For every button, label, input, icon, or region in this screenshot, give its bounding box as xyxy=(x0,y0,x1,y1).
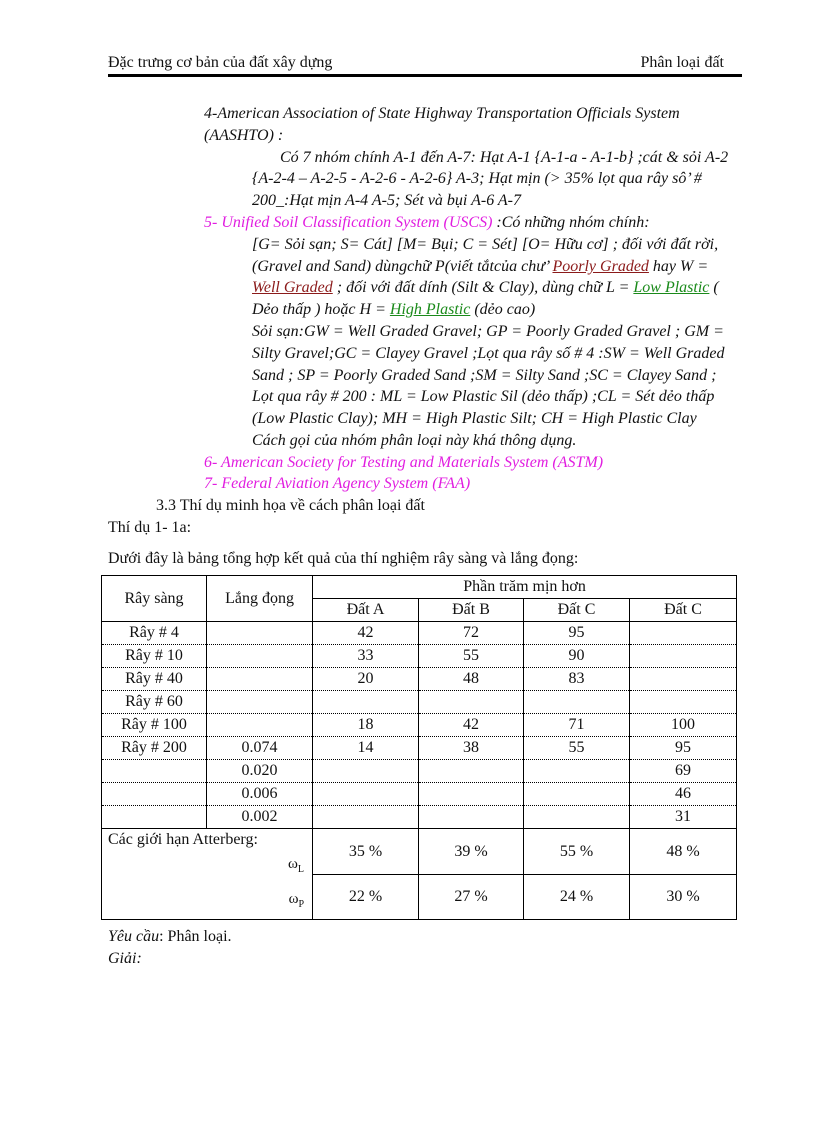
value-cell xyxy=(313,760,419,783)
sediment-cell xyxy=(207,645,313,668)
atterberg-cell xyxy=(102,829,313,920)
col-header-soil: Đất A xyxy=(313,599,419,622)
wp-sub: P xyxy=(298,899,304,910)
value-cell xyxy=(419,806,524,829)
value-cell: 83 xyxy=(524,668,630,691)
well-graded-link[interactable]: Well Graded xyxy=(252,279,333,296)
astm-heading: 6- American Society for Testing and Materials System (ASTM) xyxy=(204,454,604,471)
sediment-cell xyxy=(207,622,313,645)
uscs-line-2b: hay W = xyxy=(648,258,709,275)
value-cell: 69 xyxy=(630,760,737,783)
uscs-line-7: Sand ; SP = Poorly Graded Sand ;SM = Silty Sand ;SC = Clayey Sand ; xyxy=(252,367,717,384)
col-header-soil: Đất C xyxy=(524,599,630,622)
wp-value: 22 % xyxy=(313,875,419,920)
wp-value: 24 % xyxy=(524,875,630,920)
sieve-cell: Rây # 4 xyxy=(102,622,207,645)
example-label: Thí dụ 1- 1a: xyxy=(108,519,192,536)
sieve-cell xyxy=(102,760,207,783)
uscs-line-6: Silty Gravel;GC = Clayey Gravel ;Lọt qua rây số # 4 :SW = Well Graded xyxy=(252,345,725,362)
section-heading: 3.3 Thí dụ minh họa về cách phân loại đất xyxy=(156,497,425,514)
value-cell xyxy=(419,783,524,806)
uscs-title: 5- Unified Soil Classification System (USCS) xyxy=(204,214,493,231)
value-cell: 95 xyxy=(630,737,737,760)
value-cell xyxy=(524,783,630,806)
wl-sym: ω xyxy=(288,856,298,872)
value-cell xyxy=(630,668,737,691)
uscs-line-3b: ( xyxy=(709,279,719,296)
sieve-cell: Rây # 10 xyxy=(102,645,207,668)
header-title: Đặc trưng cơ bản của đất xây dựng xyxy=(108,54,333,71)
requirement-text: : Phân loại. xyxy=(159,928,232,945)
value-cell: 20 xyxy=(313,668,419,691)
value-cell: 46 xyxy=(630,783,737,806)
value-cell: 90 xyxy=(524,645,630,668)
sieve-cell xyxy=(102,806,207,829)
table-row xyxy=(102,691,737,714)
value-cell: 38 xyxy=(419,737,524,760)
wp-value: 30 % xyxy=(630,875,737,920)
value-cell xyxy=(630,645,737,668)
sieve-cell: Rây # 100 xyxy=(102,714,207,737)
page-header xyxy=(108,52,742,74)
uscs-line-4b: (dẻo cao) xyxy=(470,301,536,318)
wl-sub: L xyxy=(297,864,304,875)
intro-text: Dưới đây là bảng tổng hợp kết quả của thí nghiệm rây sàng và lắng đọng: xyxy=(108,550,579,567)
uscs-title-tail: :Có những nhóm chính: xyxy=(492,214,650,231)
high-plastic-link[interactable]: High Plastic xyxy=(389,301,471,318)
table-row xyxy=(102,714,737,737)
col-header-lang: Lắng đọng xyxy=(207,576,313,622)
sediment-cell: 0.020 xyxy=(207,760,313,783)
value-cell xyxy=(524,760,630,783)
value-cell xyxy=(524,691,630,714)
value-cell: 71 xyxy=(524,714,630,737)
value-cell: 55 xyxy=(524,737,630,760)
value-cell xyxy=(630,691,737,714)
value-cell: 33 xyxy=(313,645,419,668)
uscs-line-3 xyxy=(252,277,719,299)
atterberg-row-wl xyxy=(102,829,737,875)
sediment-cell xyxy=(207,668,313,691)
col-header-soil: Đất B xyxy=(419,599,524,622)
value-cell: 72 xyxy=(419,622,524,645)
wl-symbol xyxy=(288,853,304,881)
sediment-cell: 0.006 xyxy=(207,783,313,806)
value-cell xyxy=(419,760,524,783)
value-cell xyxy=(313,783,419,806)
sediment-cell: 0.002 xyxy=(207,806,313,829)
aashto-body-1: Có 7 nhóm chính A-1 đến A-7: Hạt A-1 {A-1-a - A-1-b} ;cát & sỏi A-2 xyxy=(280,149,729,166)
col-header-pct: Phần trăm mịn hơn xyxy=(313,576,737,599)
value-cell xyxy=(524,806,630,829)
table-row xyxy=(102,783,737,806)
wl-value: 48 % xyxy=(630,829,737,875)
uscs-line-1: [G= Sỏi sạn; S= Cát] [M= Bụi; C = Sét] [O= Hữu cơ] ; đối với đất rời, xyxy=(252,236,719,253)
value-cell: 100 xyxy=(630,714,737,737)
uscs-line-3a: ; đối với đất dính (Silt & Clay), dùng chữ L = xyxy=(332,279,634,296)
low-plastic-link[interactable]: Low Plastic xyxy=(633,279,710,296)
aashto-body-3: 200_:Hạt mịn A-4 A-5; Sét và bụi A-6 A-7 xyxy=(252,192,521,209)
uscs-title-line xyxy=(204,212,650,234)
wl-value: 55 % xyxy=(524,829,630,875)
value-cell xyxy=(630,622,737,645)
uscs-line-5: Sỏi sạn:GW = Well Graded Gravel; GP = Poorly Graded Gravel ; GM = xyxy=(252,323,724,340)
table-row xyxy=(102,668,737,691)
wp-symbol xyxy=(289,888,304,916)
table-body xyxy=(102,622,737,829)
sieve-cell: Rây # 200 xyxy=(102,737,207,760)
uscs-line-4 xyxy=(252,299,535,321)
aashto-body-2: {A-2-4 – A-2-5 - A-2-6 - A-2-6} A-3; Hạt mịn (> 35% lọt qua rây sô’ # xyxy=(252,170,702,187)
value-cell: 42 xyxy=(313,622,419,645)
requirement-label: Yêu cầu xyxy=(108,928,160,945)
solution-label: Giải: xyxy=(108,950,142,967)
sediment-cell: 0.074 xyxy=(207,737,313,760)
header-section: Phân loại đất xyxy=(640,54,724,71)
sieve-cell: Rây # 60 xyxy=(102,691,207,714)
wl-value: 35 % xyxy=(313,829,419,875)
table-header-row xyxy=(102,576,737,599)
wp-value: 27 % xyxy=(419,875,524,920)
value-cell: 14 xyxy=(313,737,419,760)
table-row xyxy=(102,806,737,829)
sieve-cell: Rây # 40 xyxy=(102,668,207,691)
aashto-title-2: (AASHTO) : xyxy=(204,127,284,144)
value-cell xyxy=(419,691,524,714)
uscs-line-9: (Low Plastic Clay); MH = High Plastic Silt; CH = High Plastic Clay xyxy=(252,410,697,427)
value-cell: 55 xyxy=(419,645,524,668)
table-row xyxy=(102,622,737,645)
uscs-line-2a: (Gravel and Sand) dùngchữ P(viết tắtcủa chư’ xyxy=(252,258,553,275)
value-cell: 31 xyxy=(630,806,737,829)
value-cell xyxy=(313,691,419,714)
sediment-cell xyxy=(207,691,313,714)
header-rule xyxy=(108,74,742,77)
value-cell: 48 xyxy=(419,668,524,691)
value-cell: 18 xyxy=(313,714,419,737)
faa-heading: 7- Federal Aviation Agency System (FAA) xyxy=(204,475,471,492)
requirement-line xyxy=(108,926,232,948)
table-row xyxy=(102,737,737,760)
table-row xyxy=(102,760,737,783)
atterberg-label: Các giới hạn Atterberg: xyxy=(108,831,258,848)
value-cell: 42 xyxy=(419,714,524,737)
poorly-graded-link[interactable]: Poorly Graded xyxy=(552,258,649,275)
wl-value: 39 % xyxy=(419,829,524,875)
wp-sym: ω xyxy=(288,891,299,907)
sediment-cell xyxy=(207,714,313,737)
uscs-line-2 xyxy=(252,256,708,278)
uscs-line-4a: Dẻo thấp ) hoặc H = xyxy=(252,301,390,318)
uscs-line-8: Lọt qua rây # 200 : ML = Low Plastic Sil (dẻo thấp) ;CL = Sét dẻo thấp xyxy=(252,388,715,405)
col-header-soil: Đất C xyxy=(630,599,737,622)
col-header-ray: Rây sàng xyxy=(102,576,207,622)
results-table xyxy=(101,575,737,920)
value-cell xyxy=(313,806,419,829)
value-cell: 95 xyxy=(524,622,630,645)
sieve-cell xyxy=(102,783,207,806)
table-row xyxy=(102,645,737,668)
aashto-title-1: 4-American Association of State Highway Transportation Officials System xyxy=(204,105,680,122)
uscs-line-10: Cách gọi của nhóm phân loại này khá thông dụng. xyxy=(252,432,577,449)
